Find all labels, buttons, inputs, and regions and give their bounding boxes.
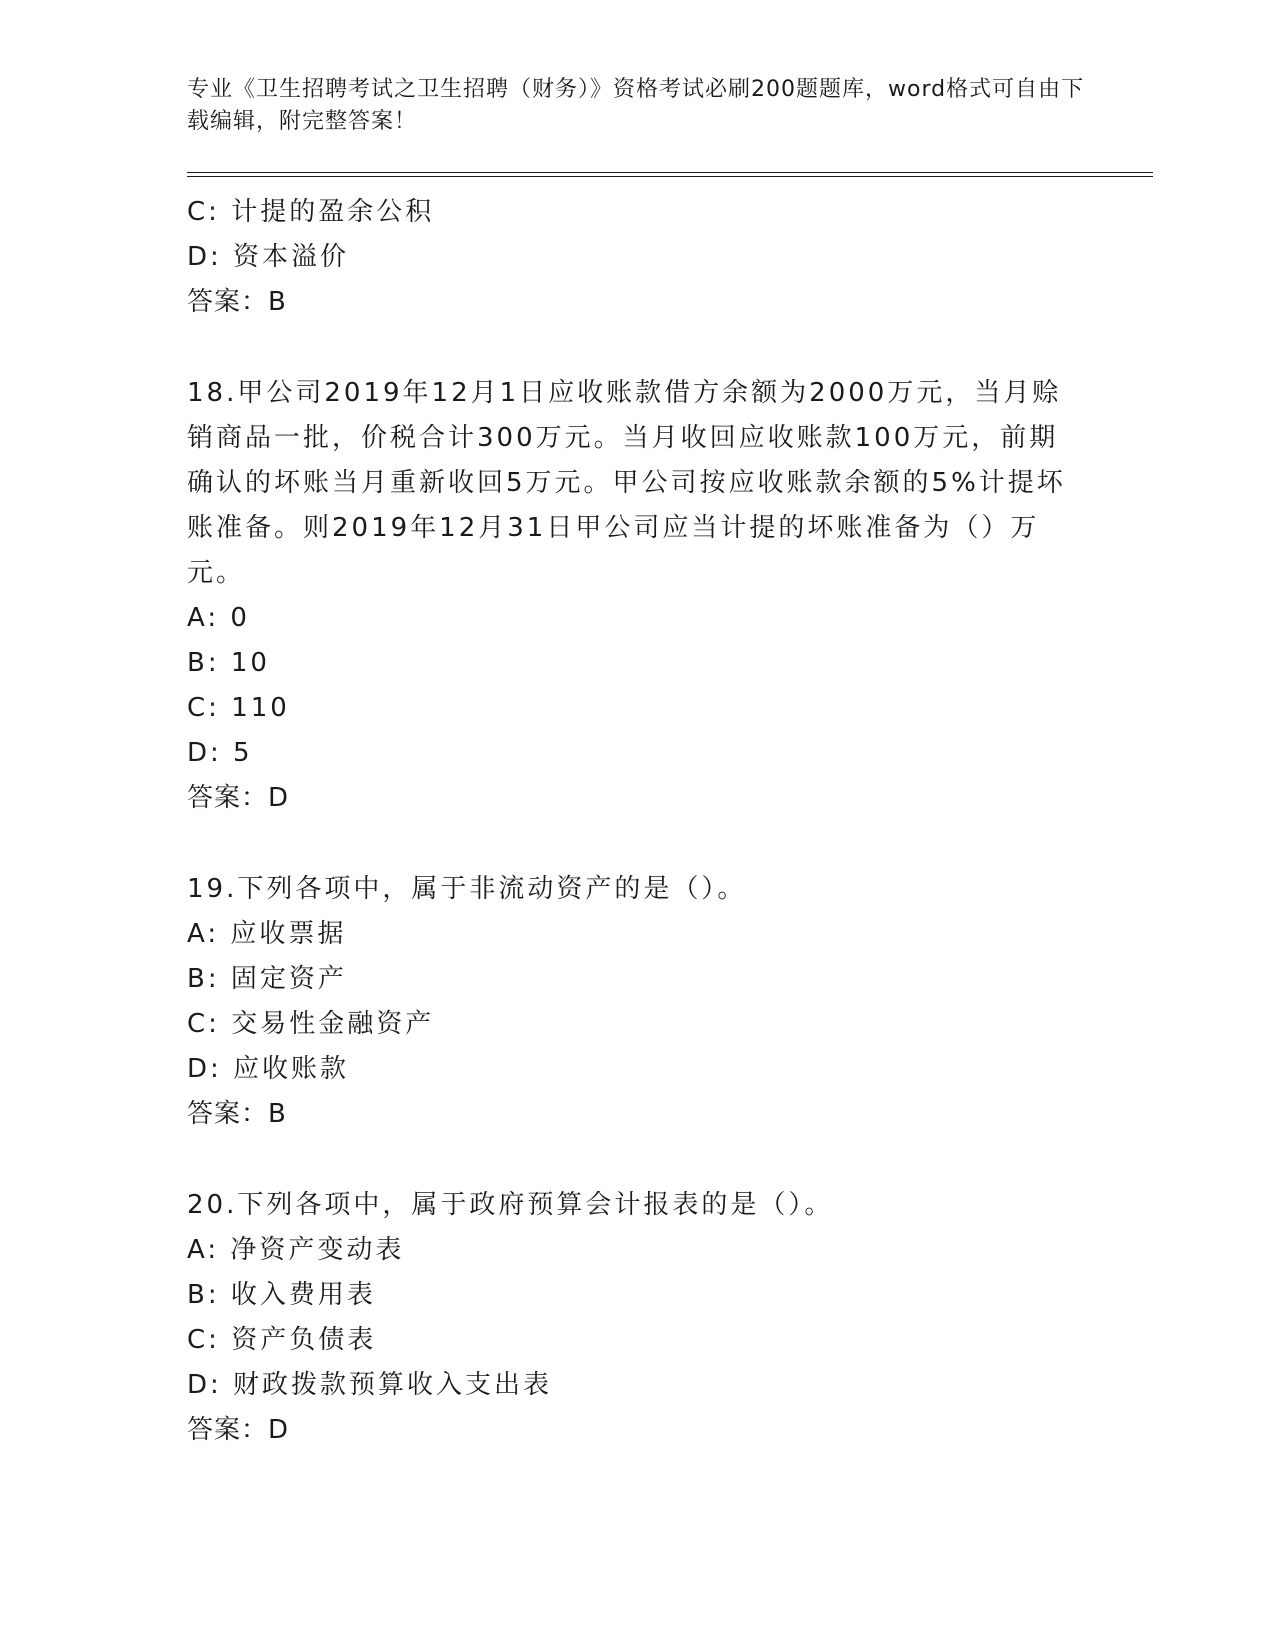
answer-line: 答案：B <box>187 1099 287 1129</box>
option-text: 资本溢价 <box>233 242 350 272</box>
option-text: 净资产变动表 <box>230 1235 405 1265</box>
option-letter: C: <box>187 1009 220 1039</box>
answer-line: 答案：D <box>187 783 290 813</box>
option-c <box>187 686 1087 731</box>
option-a <box>187 596 1087 641</box>
question-text: 下列各项中，属于非流动资产的是（）。 <box>237 874 747 904</box>
question-stem <box>187 371 1087 596</box>
question-content <box>187 190 1087 1453</box>
option-text: 交易性金融资产 <box>231 1009 435 1039</box>
option-text: 0 <box>230 603 250 633</box>
option-a <box>187 1228 1087 1273</box>
option-text: 10 <box>230 648 270 678</box>
option-text: 计提的盈余公积 <box>231 197 435 227</box>
previous-question-tail <box>187 190 1087 325</box>
option-letter: B: <box>187 964 220 994</box>
question-18 <box>187 371 1087 821</box>
option-letter: D: <box>187 1054 222 1084</box>
option-text: 应收账款 <box>233 1054 350 1084</box>
option-a <box>187 912 1087 957</box>
question-stem <box>187 867 1087 912</box>
question-number: 20. <box>187 1190 238 1220</box>
header-rule-bottom <box>187 176 1153 177</box>
document-header: 专业《卫生招聘考试之卫生招聘（财务）》资格考试必刷200题题库，word格式可自由下载编辑，附完整答案！ <box>187 77 1085 134</box>
option-b <box>187 957 1087 1002</box>
option-letter: C: <box>187 693 220 723</box>
option-c <box>187 1318 1087 1363</box>
answer-line: 答案：D <box>187 1415 290 1445</box>
option-b <box>187 1273 1087 1318</box>
option-letter: D: <box>187 1370 222 1400</box>
option-b <box>187 641 1087 686</box>
option-text: 财政拨款预算收入支出表 <box>233 1370 553 1400</box>
option-letter: C: <box>187 197 220 227</box>
option-letter: A: <box>187 603 220 633</box>
option-d <box>187 1363 1087 1408</box>
option-letter: D: <box>187 242 222 272</box>
question-text: 下列各项中，属于政府预算会计报表的是（）。 <box>237 1190 834 1220</box>
option-c <box>187 1002 1087 1047</box>
question-19 <box>187 867 1087 1137</box>
header-rule-top <box>187 172 1153 173</box>
option-text: 5 <box>233 738 253 768</box>
option-d <box>187 731 1087 776</box>
question-number: 18. <box>187 378 238 408</box>
option-text: 110 <box>231 693 290 723</box>
option-letter: D: <box>187 738 222 768</box>
question-number: 19. <box>187 874 238 904</box>
option-letter: C: <box>187 1325 220 1355</box>
question-text: 甲公司2019年12月1日应收账款借方余额为2000万元，当月赊销商品一批，价税合计300万元。当月收回应收账款100万元，前期确认的坏账当月重新收回5万元。甲公司按应收账款余额的5%计提坏账准备。则2019年12月31日甲公司应当计提的坏账准备为（）万元。 <box>187 378 1066 588</box>
option-letter: B: <box>187 648 220 678</box>
option-text: 收入费用表 <box>230 1280 376 1310</box>
question-20 <box>187 1183 1087 1453</box>
option-letter: B: <box>187 1280 220 1310</box>
option-d <box>187 1047 1087 1092</box>
option-c <box>187 190 1087 235</box>
option-text: 资产负债表 <box>231 1325 377 1355</box>
option-d <box>187 235 1087 280</box>
answer-line: 答案：B <box>187 287 287 317</box>
question-stem <box>187 1183 1087 1228</box>
option-letter: A: <box>187 1235 220 1265</box>
option-text: 应收票据 <box>230 919 347 949</box>
option-text: 固定资产 <box>230 964 347 994</box>
option-letter: A: <box>187 919 220 949</box>
